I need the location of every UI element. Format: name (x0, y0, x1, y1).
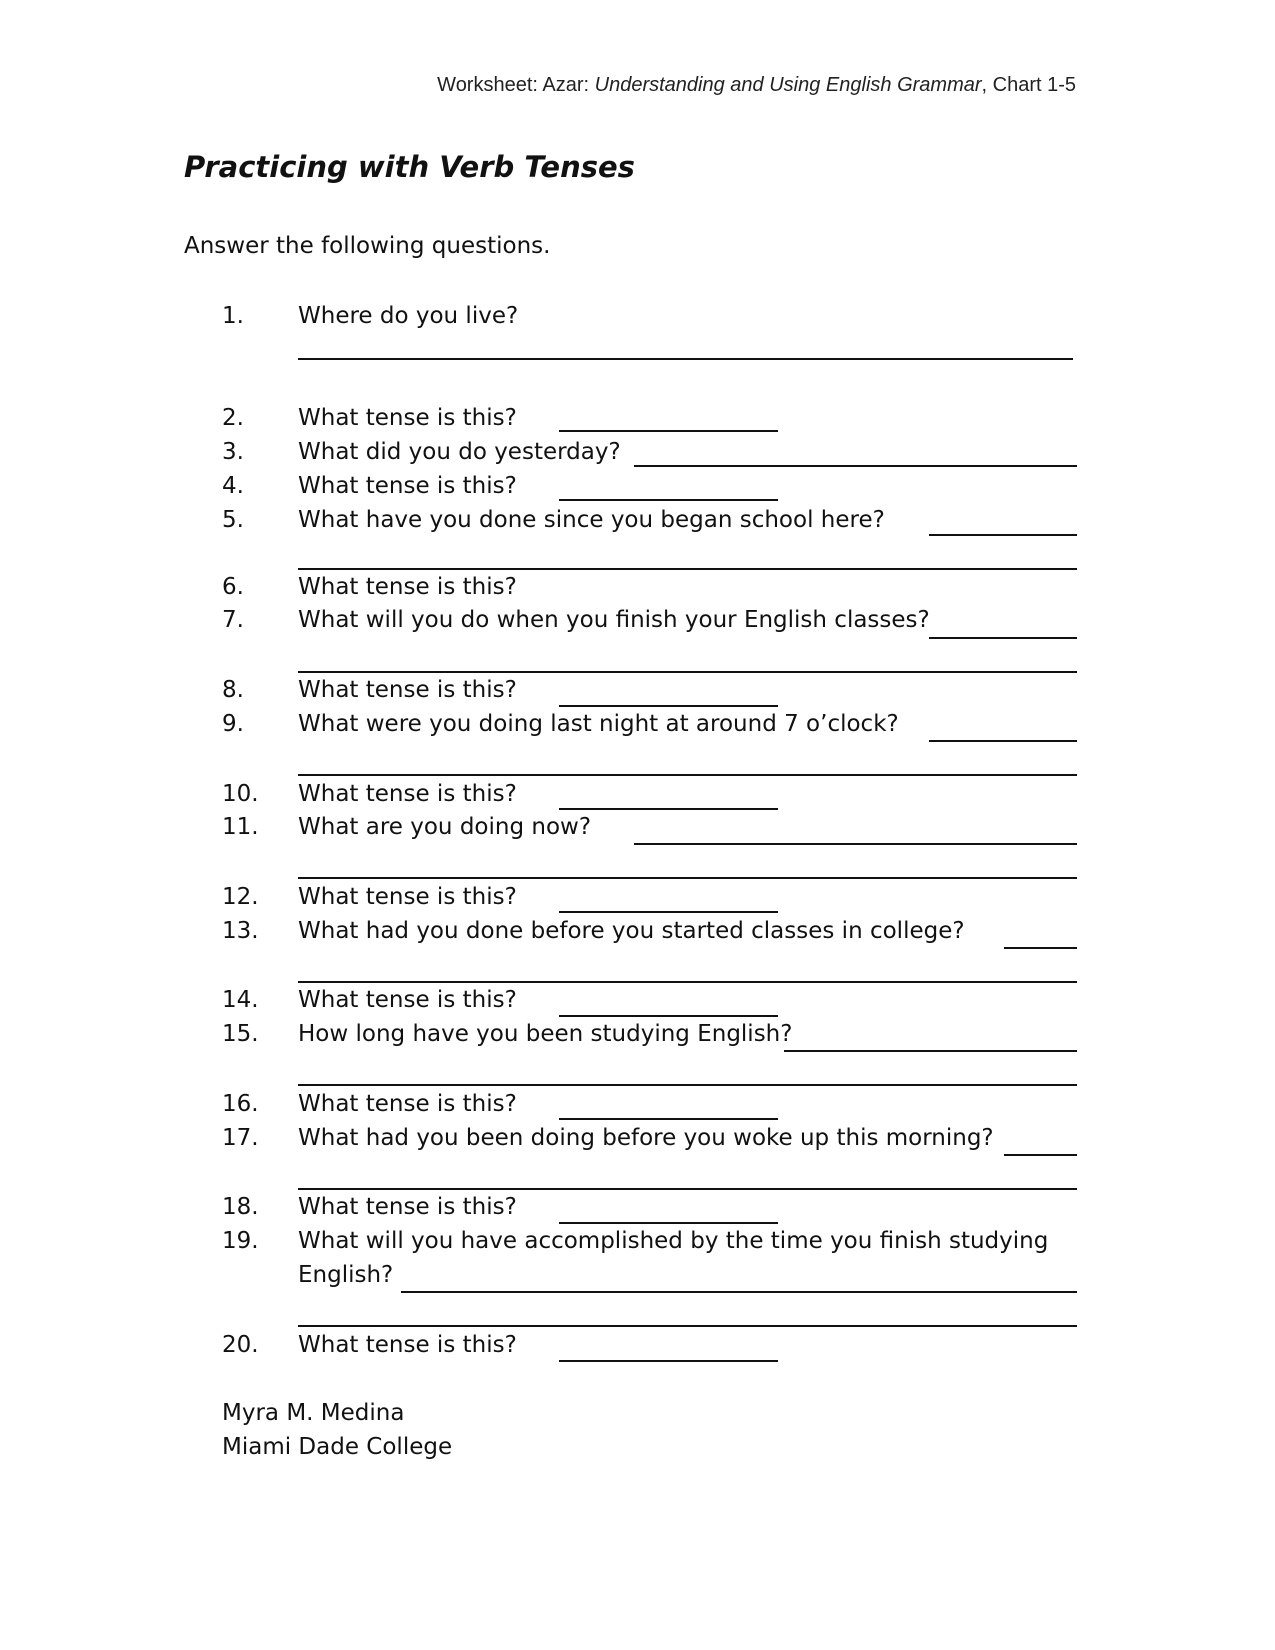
answer-line-9b[interactable] (298, 774, 1077, 776)
question-17: 17. What had you been doing before you woke up this morning? (222, 1125, 994, 1151)
answer-line-9[interactable] (929, 740, 1077, 742)
question-16: 16. What tense is this? (222, 1091, 517, 1117)
question-1 (222, 299, 1077, 333)
question-15: 15. How long have you been studying English? (222, 1021, 793, 1047)
question-13: 13. What had you done before you started classes in college? (222, 918, 965, 944)
question-9: 9. What were you doing last night at around 7 o’clock? (222, 711, 899, 737)
question-4: 4. What tense is this? (222, 473, 517, 499)
answer-line-2[interactable] (559, 430, 778, 432)
answer-line-4[interactable] (559, 499, 778, 501)
author-institution: Miami Dade College (222, 1434, 453, 1460)
answer-line-11[interactable] (634, 843, 1077, 845)
question-7: 7. What will you do when you finish your English classes? (222, 607, 930, 633)
answer-line-16[interactable] (559, 1118, 778, 1120)
author-name: Myra M. Medina (222, 1400, 405, 1426)
answer-line-5[interactable] (929, 534, 1077, 536)
worksheet-header: Worksheet: Azar: Understanding and Using English Grammar, Chart 1-5 (437, 74, 1076, 96)
page-title: Practicing with Verb Tenses (184, 150, 635, 184)
answer-line-15b[interactable] (298, 1084, 1077, 1086)
answer-line-12[interactable] (559, 911, 778, 913)
answer-line-19b[interactable] (298, 1325, 1077, 1327)
book-title: Understanding and Using English Grammar (594, 74, 982, 96)
question-2: 2. What tense is this? (222, 405, 517, 431)
question-11: 11. What are you doing now? (222, 814, 592, 840)
answer-line-1[interactable] (298, 358, 1073, 360)
answer-line-20[interactable] (559, 1360, 778, 1362)
answer-line-11b[interactable] (298, 877, 1077, 879)
answer-line-3[interactable] (634, 465, 1077, 467)
answer-line-19[interactable] (401, 1291, 1077, 1293)
question-18: 18. What tense is this? (222, 1194, 517, 1220)
question-text: Where do you live? (298, 303, 519, 329)
question-19: 19. What will you have accomplished by the time you finish studying (222, 1228, 1049, 1254)
answer-line-7[interactable] (929, 637, 1077, 639)
question-14: 14. What tense is this? (222, 987, 517, 1013)
question-number: 1. (222, 303, 244, 329)
answer-line-13[interactable] (1004, 947, 1077, 949)
question-10: 10. What tense is this? (222, 781, 517, 807)
question-6: 6. What tense is this? (222, 574, 517, 600)
question-12: 12. What tense is this? (222, 884, 517, 910)
instructions: Answer the following questions. (184, 233, 551, 259)
question-3: 3. What did you do yesterday? (222, 439, 621, 465)
answer-line-17[interactable] (1004, 1154, 1077, 1156)
question-8: 8. What tense is this? (222, 677, 517, 703)
answer-line-15[interactable] (784, 1050, 1077, 1052)
question-19-continued: English? (298, 1262, 394, 1288)
question-20: 20. What tense is this? (222, 1332, 517, 1358)
question-5: 5. What have you done since you began school here? (222, 507, 885, 533)
